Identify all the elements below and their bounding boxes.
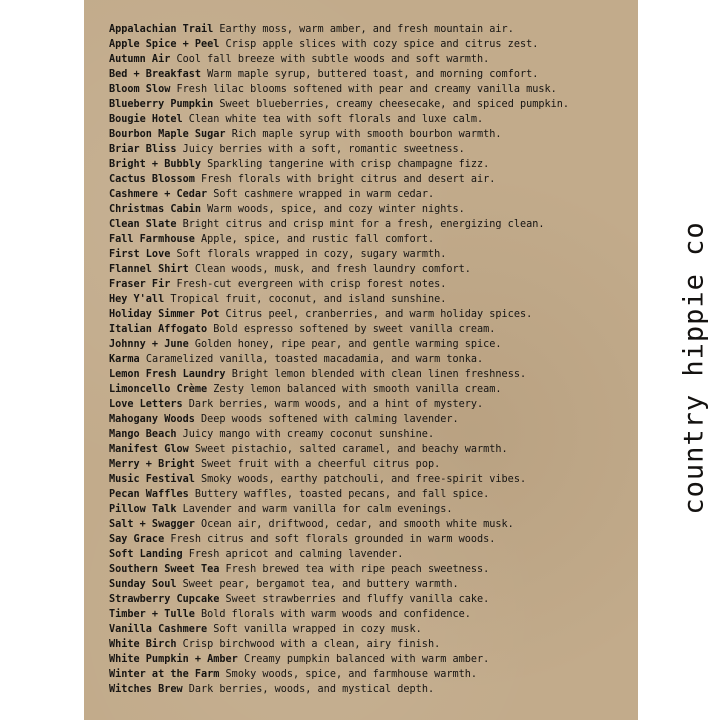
scent-description: Cool fall breeze with subtle woods and soft warmth. (176, 54, 490, 65)
scent-name: Bourbon Maple Sugar (109, 129, 226, 140)
scent-name: Music Festival (109, 474, 195, 485)
scent-item (109, 187, 569, 202)
scent-description: Crisp apple slices with cozy spice and citrus zest. (225, 39, 539, 50)
scent-name: Say Grace (109, 534, 165, 545)
scent-name: Holiday Simmer Pot (109, 309, 220, 320)
scent-description: Fresh lilac blooms softened with pear and creamy vanilla musk. (176, 84, 557, 95)
scent-item (109, 337, 569, 352)
scent-description: Zesty lemon balanced with smooth vanilla cream. (213, 384, 502, 395)
scent-item (109, 547, 569, 562)
scent-item (109, 652, 569, 667)
scent-item (109, 682, 569, 697)
scent-item (109, 202, 569, 217)
scent-description: Soft vanilla wrapped in cozy musk. (213, 624, 422, 635)
scent-description: Fresh florals with bright citrus and desert air. (201, 174, 496, 185)
scent-description: Dark berries, warm woods, and a hint of mystery. (188, 399, 484, 410)
scent-name: Apple Spice + Peel (109, 39, 220, 50)
scent-item (109, 112, 569, 127)
scent-item (109, 397, 569, 412)
scent-name: Limoncello Crème (109, 384, 208, 395)
scent-item (109, 172, 569, 187)
scent-item (109, 412, 569, 427)
scent-description: Warm maple syrup, buttered toast, and morning comfort. (207, 69, 539, 80)
scent-name: Soft Landing (109, 549, 183, 560)
scent-name: Mango Beach (109, 429, 177, 440)
scent-name: Cashmere + Cedar (109, 189, 208, 200)
scent-item (109, 322, 569, 337)
scent-item (109, 22, 569, 37)
scent-item (109, 97, 569, 112)
scent-name: Pecan Waffles (109, 489, 189, 500)
scent-description: Smoky woods, spice, and farmhouse warmth. (225, 669, 478, 680)
scent-name: Salt + Swagger (109, 519, 195, 530)
scent-item (109, 157, 569, 172)
scent-item (109, 352, 569, 367)
scent-item (109, 607, 569, 622)
scent-name: Southern Sweet Tea (109, 564, 220, 575)
scent-name: Fall Farmhouse (109, 234, 195, 245)
scent-name: Bloom Slow (109, 84, 171, 95)
scent-name: Appalachian Trail (109, 24, 214, 35)
scent-name: Winter at the Farm (109, 669, 220, 680)
scent-item (109, 592, 569, 607)
scent-name: White Birch (109, 639, 177, 650)
scent-description: Earthy moss, warm amber, and fresh mountain air. (219, 24, 514, 35)
scent-description: Warm woods, spice, and cozy winter nights. (207, 204, 465, 215)
scent-menu-card (84, 0, 710, 720)
scent-description: Juicy mango with creamy coconut sunshine. (182, 429, 435, 440)
scent-name: White Pumpkin + Amber (109, 654, 238, 665)
scent-name: Merry + Bright (109, 459, 195, 470)
scent-name: Bed + Breakfast (109, 69, 202, 80)
scent-description: Deep woods softened with calming lavender. (201, 414, 459, 425)
scent-description: Fresh apricot and calming lavender. (188, 549, 404, 560)
scent-description: Bold espresso softened by sweet vanilla cream. (213, 324, 496, 335)
scent-description: Creamy pumpkin balanced with warm amber. (243, 654, 490, 665)
scent-item (109, 517, 569, 532)
scent-name: Mahogany Woods (109, 414, 195, 425)
scent-description: Apple, spice, and rustic fall comfort. (201, 234, 435, 245)
scent-description: Sparkling tangerine with crisp champagne fizz. (207, 159, 490, 170)
scent-description: Golden honey, ripe pear, and gentle warming spice. (194, 339, 502, 350)
scent-name: Lemon Fresh Laundry (109, 369, 226, 380)
scent-name: Christmas Cabin (109, 204, 202, 215)
scent-item (109, 367, 569, 382)
scent-name: Karma (109, 354, 140, 365)
scent-item (109, 457, 569, 472)
scent-name: Witches Brew (109, 684, 183, 695)
scent-description: Caramelized vanilla, toasted macadamia, and warm tonka. (145, 354, 484, 365)
scent-description: Citrus peel, cranberries, and warm holiday spices. (225, 309, 533, 320)
scent-item (109, 487, 569, 502)
scent-name: Sunday Soul (109, 579, 177, 590)
scent-name: Cactus Blossom (109, 174, 195, 185)
scent-description: Sweet pear, bergamot tea, and buttery warmth. (182, 579, 459, 590)
scent-description: Soft cashmere wrapped in warm cedar. (213, 189, 435, 200)
scent-name: Pillow Talk (109, 504, 177, 515)
scent-name: Love Letters (109, 399, 183, 410)
scent-description: Lavender and warm vanilla for calm evenings. (182, 504, 453, 515)
scent-description: Sweet strawberries and fluffy vanilla cake. (225, 594, 490, 605)
scent-item (109, 472, 569, 487)
scent-name: Hey Y'all (109, 294, 165, 305)
scent-item (109, 307, 569, 322)
scent-description: Fresh citrus and soft florals grounded in warm woods. (170, 534, 496, 545)
scent-item (109, 82, 569, 97)
scent-name: Strawberry Cupcake (109, 594, 220, 605)
scent-item (109, 142, 569, 157)
scent-item (109, 637, 569, 652)
scent-name: Timber + Tulle (109, 609, 195, 620)
scent-description: Soft florals wrapped in cozy, sugary warmth. (176, 249, 447, 260)
scent-name: Italian Affogato (109, 324, 208, 335)
scent-description: Clean white tea with soft florals and luxe calm. (188, 114, 484, 125)
scent-item (109, 382, 569, 397)
scent-item (109, 622, 569, 637)
scent-item (109, 217, 569, 232)
scent-description: Sweet fruit with a cheerful citrus pop. (201, 459, 441, 470)
scent-name: Bright + Bubbly (109, 159, 202, 170)
scent-item (109, 502, 569, 517)
scent-description: Sweet pistachio, salted caramel, and beachy warmth. (194, 444, 508, 455)
scent-description: Juicy berries with a soft, romantic sweetness. (182, 144, 465, 155)
scent-item (109, 667, 569, 682)
scent-list (109, 22, 569, 697)
scent-description: Bright lemon blended with clean linen freshness. (231, 369, 527, 380)
scent-item (109, 262, 569, 277)
scent-name: Blueberry Pumpkin (109, 99, 214, 110)
scent-name: Fraser Fir (109, 279, 171, 290)
scent-name: Flannel Shirt (109, 264, 189, 275)
scent-item (109, 277, 569, 292)
scent-description: Fresh brewed tea with ripe peach sweetness. (225, 564, 490, 575)
scent-name: Johnny + June (109, 339, 189, 350)
scent-item (109, 67, 569, 82)
scent-name: Bougie Hotel (109, 114, 183, 125)
scent-description: Tropical fruit, coconut, and island sunshine. (170, 294, 447, 305)
scent-description: Ocean air, driftwood, cedar, and smooth white musk. (201, 519, 514, 530)
scent-description: Bold florals with warm woods and confidence. (201, 609, 471, 620)
scent-item (109, 232, 569, 247)
scent-item (109, 127, 569, 142)
scent-item (109, 577, 569, 592)
scent-description: Crisp birchwood with a clean, airy finish. (182, 639, 441, 650)
scent-name: Manifest Glow (109, 444, 189, 455)
scent-item (109, 427, 569, 442)
scent-name: Vanilla Cashmere (109, 624, 208, 635)
scent-description: Buttery waffles, toasted pecans, and fall spice. (194, 489, 490, 500)
scent-item (109, 52, 569, 67)
scent-description: Fresh-cut evergreen with crisp forest notes. (176, 279, 447, 290)
scent-item (109, 247, 569, 262)
scent-name: First Love (109, 249, 171, 260)
scent-item (109, 37, 569, 52)
scent-name: Clean Slate (109, 219, 177, 230)
scent-name: Briar Bliss (109, 144, 177, 155)
scent-item (109, 532, 569, 547)
scent-description: Sweet blueberries, creamy cheesecake, and spiced pumpkin. (219, 99, 570, 110)
scent-item (109, 292, 569, 307)
scent-description: Smoky woods, earthy patchouli, and free-spirit vibes. (201, 474, 527, 485)
scent-name: Autumn Air (109, 54, 171, 65)
scent-item (109, 562, 569, 577)
scent-description: Clean woods, musk, and fresh laundry comfort. (194, 264, 471, 275)
scent-description: Bright citrus and crisp mint for a fresh, energizing clean. (182, 219, 545, 230)
scent-description: Rich maple syrup with smooth bourbon warmth. (231, 129, 502, 140)
brand-name: country hippie co (678, 221, 710, 515)
scent-description: Dark berries, woods, and mystical depth. (188, 684, 435, 695)
scent-item (109, 442, 569, 457)
